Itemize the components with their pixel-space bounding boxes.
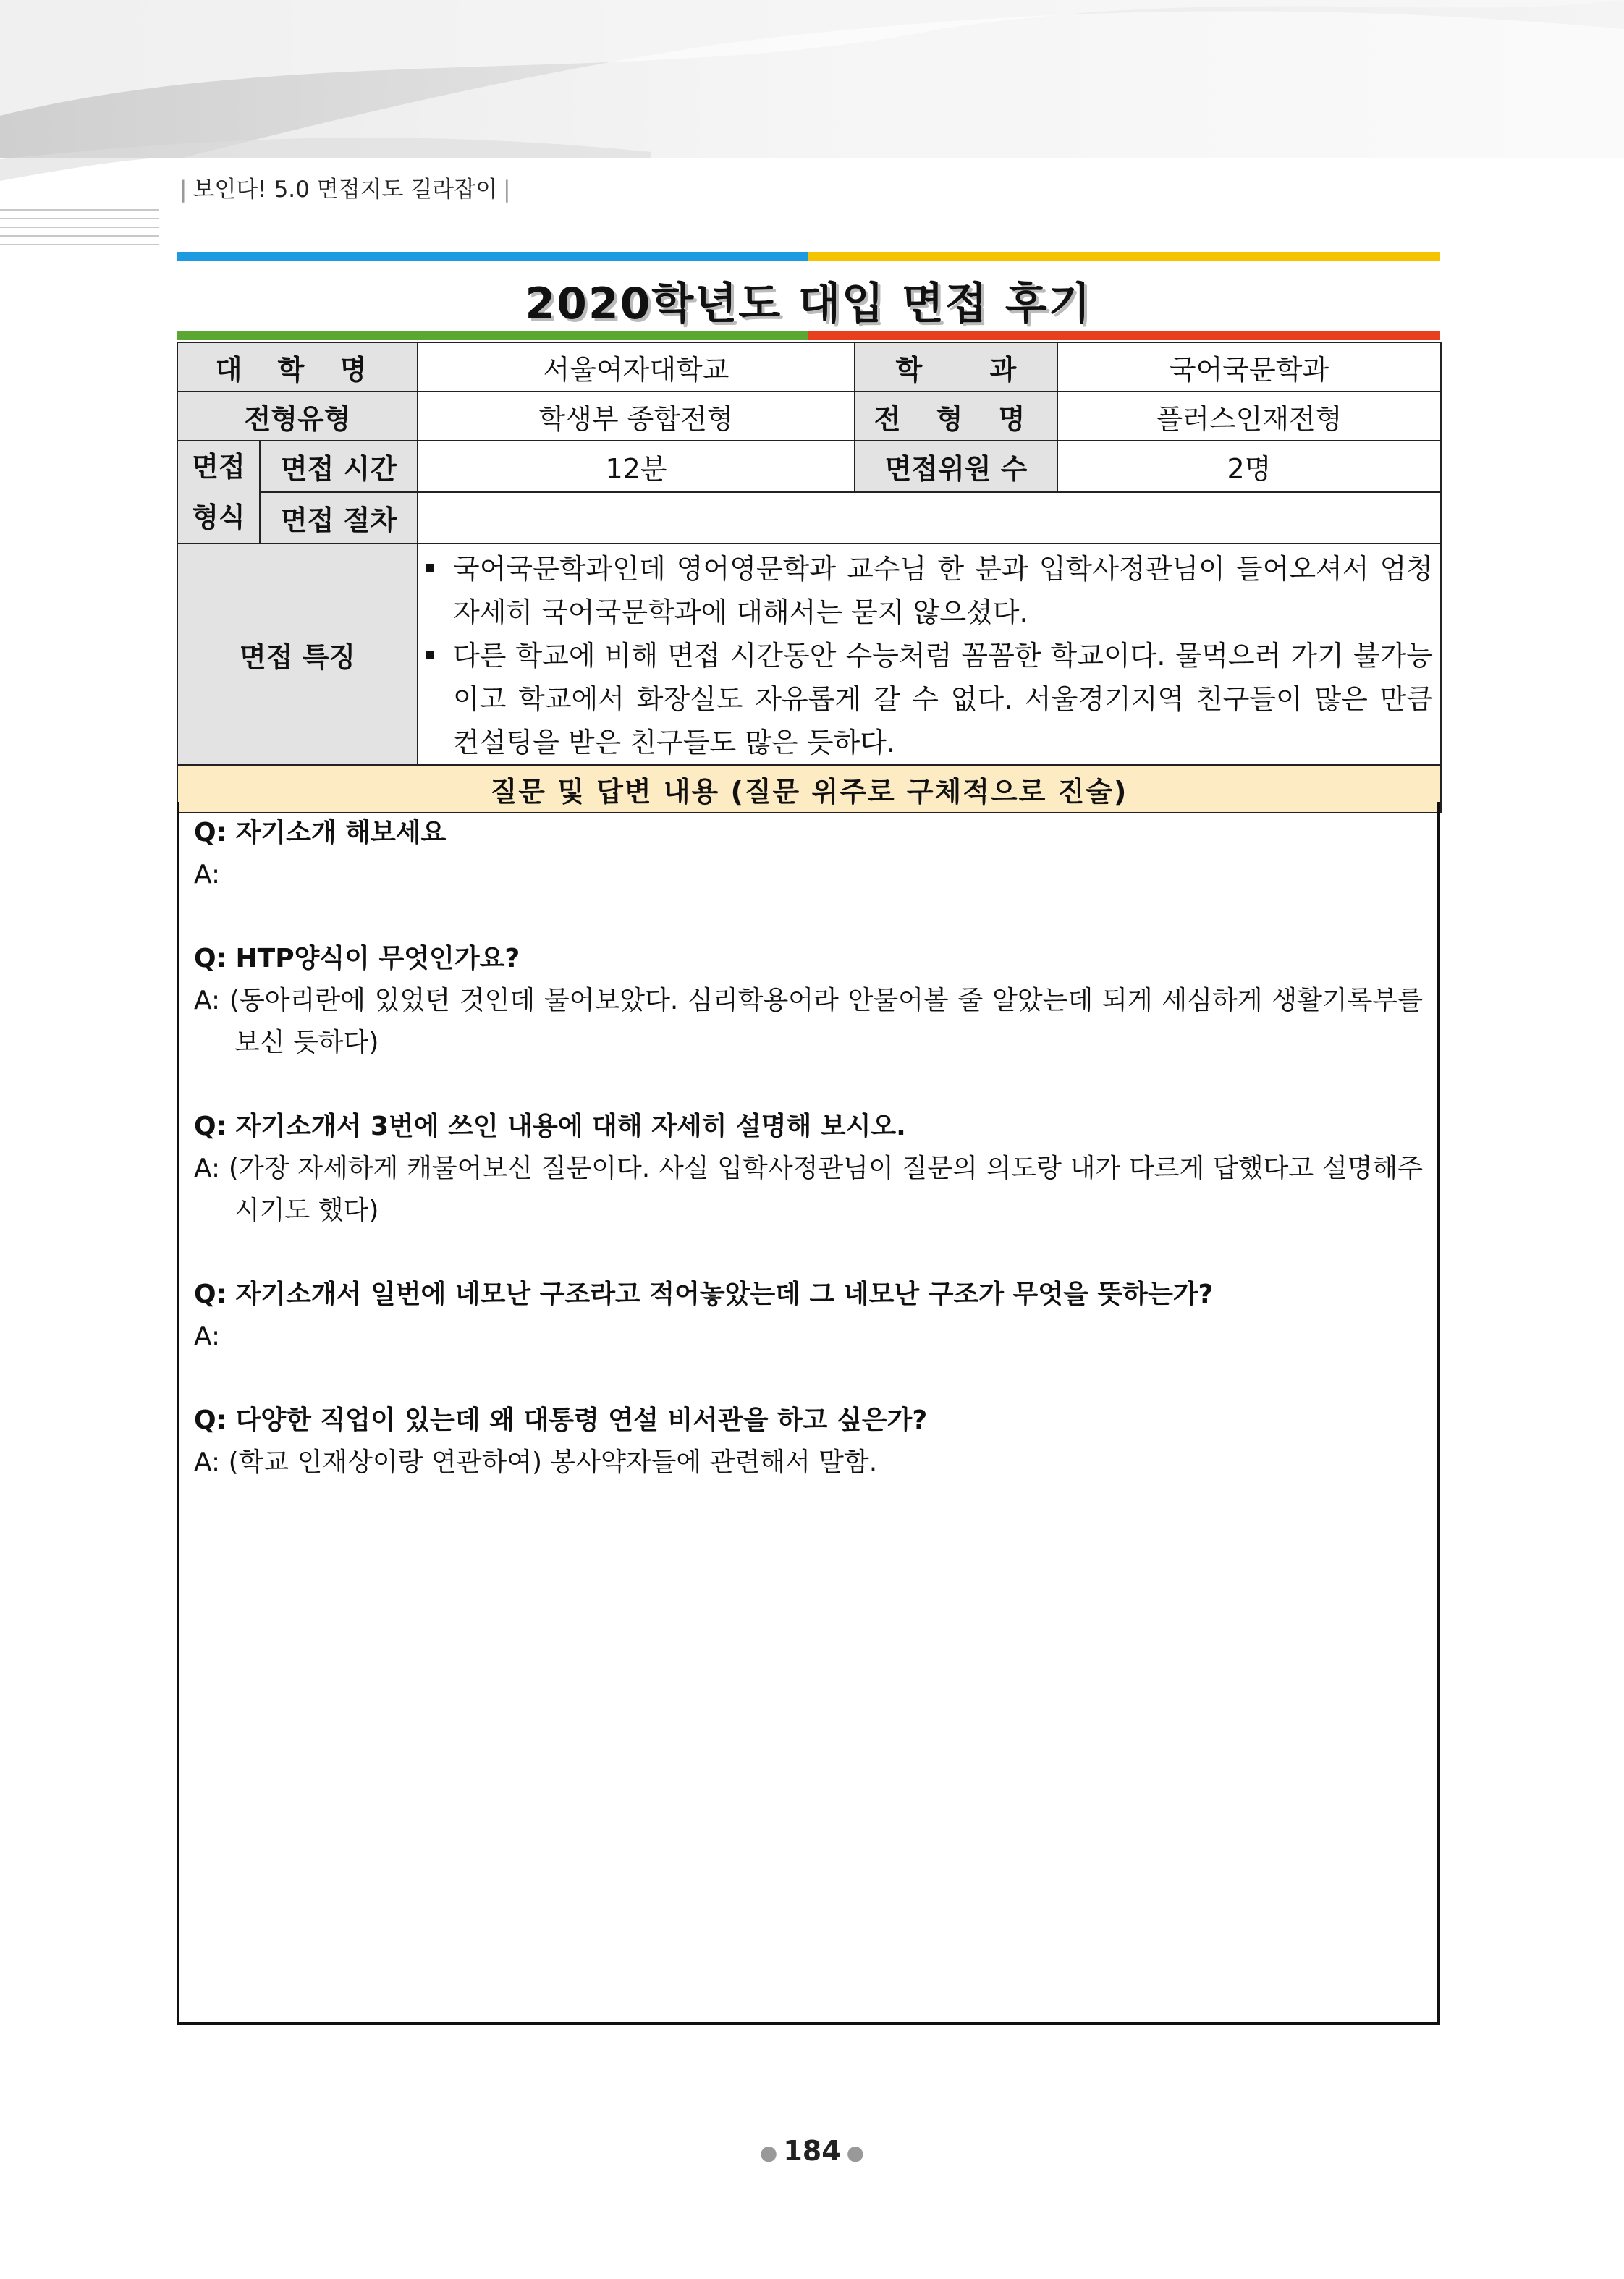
procedure-value bbox=[418, 492, 1441, 544]
table-row bbox=[177, 544, 1441, 765]
header-decoration bbox=[0, 0, 1624, 246]
table-row bbox=[177, 392, 1441, 441]
question: Q: 다양한 직업이 있는데 왜 대통령 연설 비서관을 하고 싶은가? bbox=[194, 1405, 928, 1435]
university-label: 대 학 명 bbox=[177, 342, 418, 392]
interviewers-value: 2명 bbox=[1057, 441, 1441, 492]
admission-name-label: 전 형 명 bbox=[855, 392, 1057, 441]
question: Q: 자기소개서 일번에 네모난 구조라고 적어놓았는데 그 네모난 구조가 무엇을 뜻하는가? bbox=[194, 1280, 1214, 1309]
rule-blue bbox=[177, 252, 808, 261]
interviewers-label: 면접위원 수 bbox=[855, 441, 1057, 492]
qa-item bbox=[194, 938, 1423, 1064]
university-value: 서울여자대학교 bbox=[418, 342, 855, 392]
running-header: | 보인다! 5.0 면접지도 길라잡이 | bbox=[179, 177, 511, 203]
qa-item bbox=[194, 1106, 1423, 1232]
format-label: 면접 형식 bbox=[177, 441, 260, 544]
features-list bbox=[418, 544, 1441, 765]
answer: A: (학교 인재상이랑 연관하여) 봉사약자들에 관련해서 말함. bbox=[194, 1447, 878, 1477]
question: Q: HTP양식이 무엇인가요? bbox=[194, 944, 520, 973]
table-row bbox=[177, 441, 1441, 492]
list-item: 국어국문학과인데 영어영문학과 교수님 한 분과 입학사정관님이 들어오셔서 엄청 자세히 국어국문학과에 대해서는 묻지 않으셨다. bbox=[421, 547, 1433, 634]
title-bottom-rule bbox=[177, 331, 1440, 340]
admission-name-value: 플러스인재전형 bbox=[1057, 392, 1441, 441]
interview-info-table bbox=[177, 342, 1442, 813]
answer: A: (가장 자세하게 캐물어보신 질문이다. 사실 입학사정관님이 질문의 의도랑 내가 다르게 답했다고 설명해주시기도 했다) bbox=[194, 1154, 1423, 1225]
admission-type-label: 전형유형 bbox=[177, 392, 418, 441]
page-number: ● 184 ● bbox=[759, 2135, 865, 2167]
rule-yellow bbox=[808, 252, 1440, 261]
question: Q: 자기소개서 3번에 쓰인 내용에 대해 자세히 설명해 보시오. bbox=[194, 1112, 906, 1141]
answer: A: bbox=[194, 860, 221, 889]
time-label: 면접 시간 bbox=[260, 441, 418, 492]
procedure-label: 면접 절차 bbox=[260, 492, 418, 544]
table-row bbox=[177, 342, 1441, 392]
running-title: 보인다! 5.0 면접지도 길라잡이 bbox=[193, 177, 498, 203]
bullet-icon bbox=[426, 564, 434, 572]
answer: A: (동아리란에 있었던 것인데 물어보았다. 심리학용어라 안물어볼 줄 알았는데 되게 세심하게 생활기록부를 보신 듯하다) bbox=[194, 986, 1423, 1057]
time-value: 12분 bbox=[418, 441, 855, 492]
page-title: 2020학년도 대입 면접 후기 bbox=[525, 279, 1092, 329]
qa-item bbox=[194, 1274, 1423, 1358]
bullet-icon bbox=[426, 651, 434, 659]
rule-red bbox=[808, 331, 1440, 340]
title-top-rule bbox=[177, 252, 1440, 261]
table-row bbox=[177, 492, 1441, 544]
question: Q: 자기소개 해보세요 bbox=[194, 818, 447, 847]
admission-type-value: 학생부 종합전형 bbox=[418, 392, 855, 441]
answer: A: bbox=[194, 1322, 221, 1351]
qa-header: 질문 및 답변 내용 (질문 위주로 구체적으로 진술) bbox=[177, 765, 1441, 813]
department-label: 학 과 bbox=[855, 342, 1057, 392]
department-value: 국어국문학과 bbox=[1057, 342, 1441, 392]
features-label: 면접 특징 bbox=[177, 544, 418, 765]
qa-item bbox=[194, 812, 1423, 896]
list-item: 다른 학교에 비해 면접 시간동안 수능처럼 꼼꼼한 학교이다. 물먹으러 가기 불가능이고 학교에서 화장실도 자유롭게 갈 수 없다. 서울경기지역 친구들이 많은 만큼 컨설팅을 받은 친구들도 많은 듯하다. bbox=[421, 634, 1433, 764]
qa-item bbox=[194, 1400, 1423, 1484]
rule-green bbox=[177, 331, 808, 340]
qa-section bbox=[177, 802, 1440, 2025]
